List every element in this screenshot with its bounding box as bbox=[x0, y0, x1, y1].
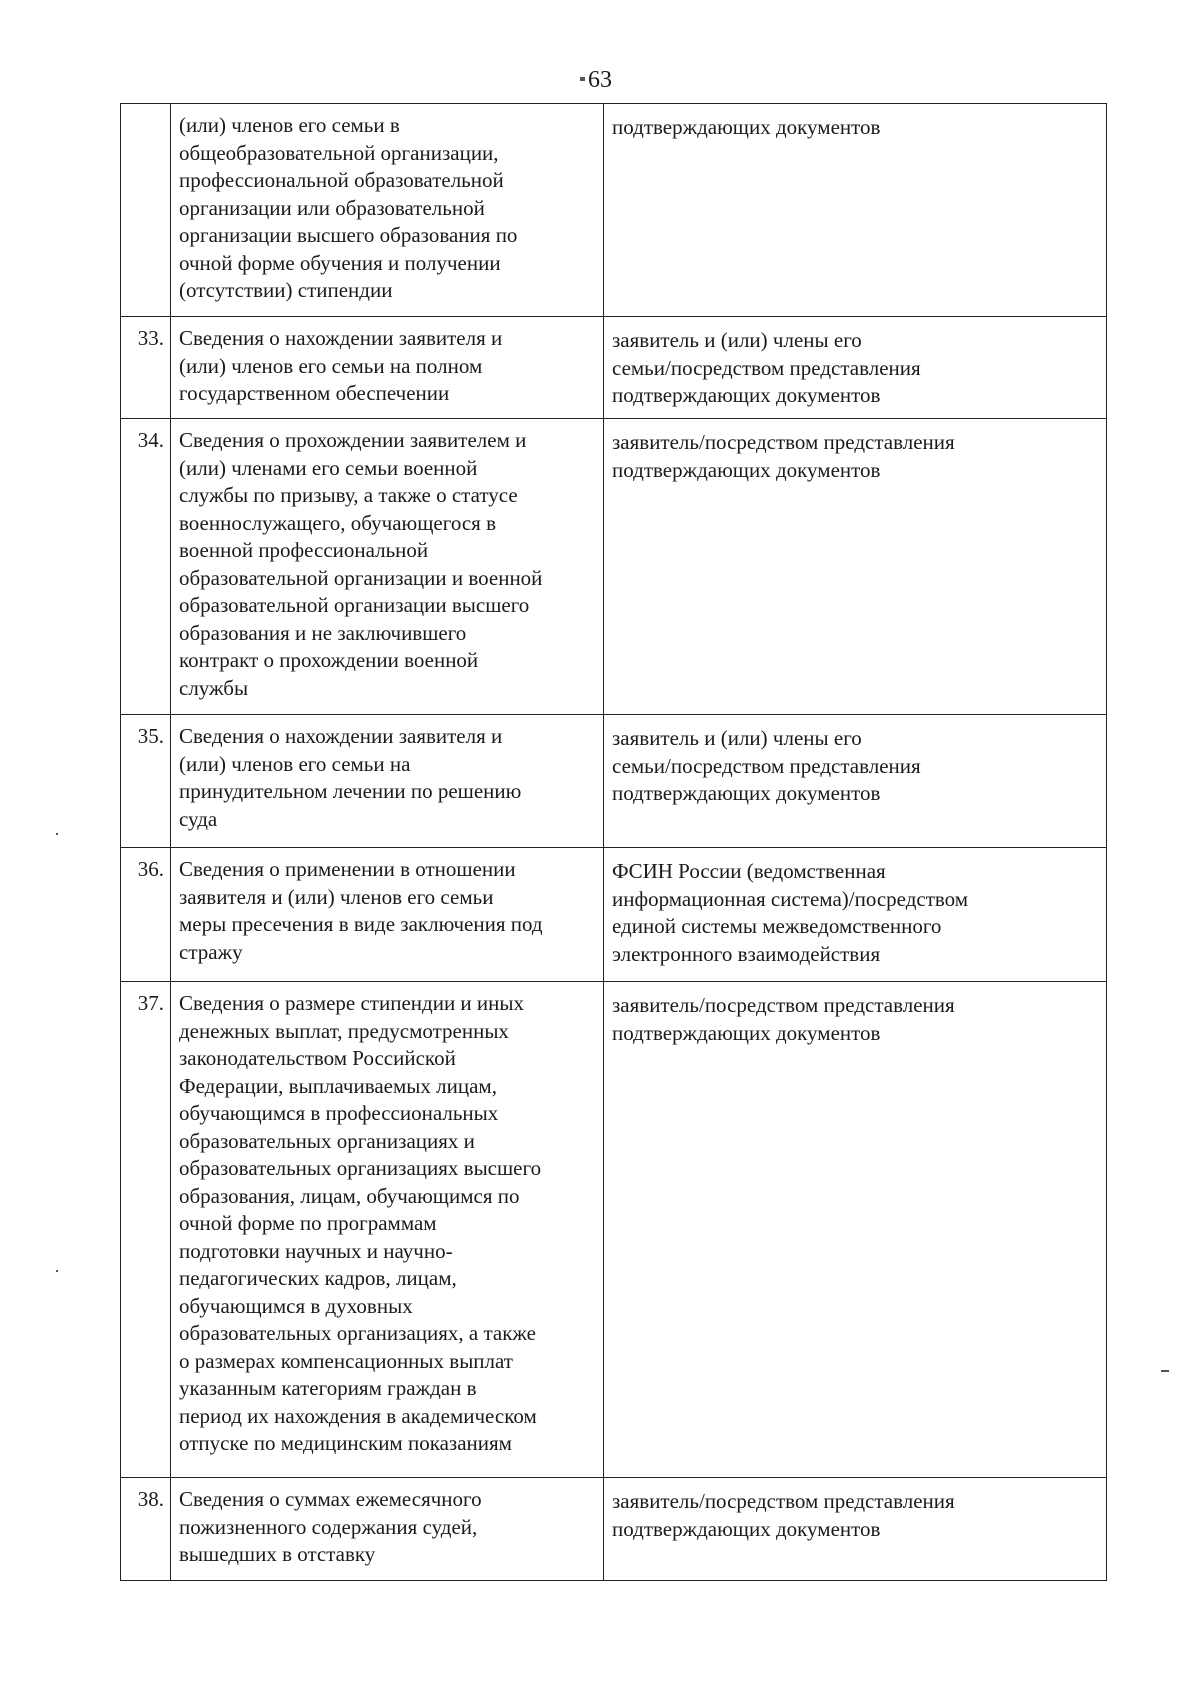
row-source bbox=[604, 419, 1107, 715]
row-description bbox=[171, 419, 604, 715]
description-line: (или) членами его семьи военной bbox=[179, 455, 478, 480]
document-table bbox=[120, 103, 1107, 1581]
description-line: очной форме обучения и получении bbox=[179, 250, 501, 275]
row-number: 36. bbox=[121, 848, 171, 982]
source-line: подтверждающих документов bbox=[612, 457, 881, 482]
description-line: законодательством Российской bbox=[179, 1046, 456, 1070]
description-line: (или) членов его семьи на полном bbox=[179, 353, 483, 378]
description-line: службы по призыву, а также о статусе bbox=[179, 483, 518, 507]
source-line: подтверждающих документов bbox=[612, 1516, 881, 1541]
row-source bbox=[604, 982, 1107, 1478]
row-description bbox=[171, 317, 604, 419]
scan-speck bbox=[580, 77, 585, 81]
source-line: подтверждающих документов bbox=[612, 115, 881, 139]
description-line: образования и не заключившего bbox=[179, 620, 467, 645]
source-line: семьи/посредством представления bbox=[612, 355, 921, 380]
source-line: заявитель/посредством представления bbox=[612, 1489, 955, 1513]
description-line: пожизненного содержания судей, bbox=[179, 1514, 478, 1539]
row-number: 35. bbox=[121, 715, 171, 848]
table-row bbox=[121, 982, 1107, 1478]
row-number bbox=[121, 104, 171, 317]
description-line: очной форме по программам bbox=[179, 1211, 437, 1235]
description-line: принудительном лечении по решению bbox=[179, 779, 522, 803]
scan-speck bbox=[56, 833, 58, 835]
description-line: подготовки научных и научно- bbox=[179, 1238, 453, 1263]
source-line: ФСИН России (ведомственная bbox=[612, 859, 886, 883]
description-line: указанным категориям граждан в bbox=[179, 1376, 477, 1400]
source-line: заявитель и (или) члены его bbox=[612, 726, 862, 750]
description-line: образовательных организациях высшего bbox=[179, 1156, 542, 1180]
source-line: единой системы межведомственного bbox=[612, 914, 942, 938]
row-description bbox=[171, 848, 604, 982]
description-line: заявителя и (или) членов его семьи bbox=[179, 884, 494, 909]
description-line: обучающимся в профессиональных bbox=[179, 1101, 499, 1125]
row-source bbox=[604, 715, 1107, 848]
description-line: вышедших в отставку bbox=[179, 1542, 376, 1566]
description-line: военнослужащего, обучающегося в bbox=[179, 510, 496, 535]
table-row bbox=[121, 419, 1107, 715]
description-line: общеобразовательной организации, bbox=[179, 140, 499, 165]
row-number: 34. bbox=[121, 419, 171, 715]
description-line: период их нахождения в академическом bbox=[179, 1403, 537, 1428]
description-line: Сведения о суммах ежемесячного bbox=[179, 1487, 482, 1511]
description-line: отпуске по медицинским показаниям bbox=[179, 1431, 512, 1455]
scan-speck bbox=[56, 1270, 58, 1272]
description-line: организации высшего образования по bbox=[179, 223, 518, 247]
row-description bbox=[171, 982, 604, 1478]
description-line: Федерации, выплачиваемых лицам, bbox=[179, 1073, 497, 1098]
description-line: образования, лицам, обучающимся по bbox=[179, 1183, 520, 1208]
description-line: меры пресечения в виде заключения под bbox=[179, 912, 543, 936]
page-number: 63 bbox=[588, 67, 612, 93]
row-description bbox=[171, 104, 604, 317]
row-source bbox=[604, 317, 1107, 419]
table-row bbox=[121, 317, 1107, 419]
source-line: заявитель/посредством представления bbox=[612, 993, 955, 1017]
description-line: (или) членов его семьи на bbox=[179, 751, 411, 776]
table-row bbox=[121, 848, 1107, 982]
description-line: суда bbox=[179, 806, 218, 831]
description-line: (отсутствии) стипендии bbox=[179, 278, 393, 302]
description-line: образовательных организациях, а также bbox=[179, 1321, 536, 1345]
table-row bbox=[121, 104, 1107, 317]
description-line: военной профессиональной bbox=[179, 538, 429, 562]
source-line: подтверждающих документов bbox=[612, 1020, 881, 1045]
row-number: 38. bbox=[121, 1478, 171, 1581]
row-description bbox=[171, 1478, 604, 1581]
description-line: (или) членов его семьи в bbox=[179, 113, 400, 137]
description-line: Сведения о применении в отношении bbox=[179, 857, 516, 881]
description-line: о размерах компенсационных выплат bbox=[179, 1348, 513, 1373]
row-number: 33. bbox=[121, 317, 171, 419]
description-line: Сведения о размере стипендии и иных bbox=[179, 991, 525, 1015]
source-line: информационная система)/посредством bbox=[612, 886, 969, 911]
description-line: образовательной организации высшего bbox=[179, 593, 530, 617]
scan-speck bbox=[1161, 1370, 1169, 1372]
table-row bbox=[121, 1478, 1107, 1581]
description-line: образовательной организации и военной bbox=[179, 565, 543, 590]
source-line: заявитель и (или) члены его bbox=[612, 328, 862, 352]
row-source bbox=[604, 104, 1107, 317]
table-body bbox=[121, 104, 1107, 1581]
row-source bbox=[604, 1478, 1107, 1581]
description-line: образовательных организациях и bbox=[179, 1128, 475, 1153]
source-line: электронного взаимодействия bbox=[612, 941, 881, 966]
description-line: службы bbox=[179, 675, 249, 700]
description-line: Сведения о нахождении заявителя и bbox=[179, 724, 503, 748]
table-row bbox=[121, 715, 1107, 848]
source-line: заявитель/посредством представления bbox=[612, 430, 955, 454]
source-line: подтверждающих документов bbox=[612, 781, 881, 805]
description-line: Сведения о прохождении заявителем и bbox=[179, 428, 527, 452]
description-line: стражу bbox=[179, 939, 243, 964]
row-description bbox=[171, 715, 604, 848]
row-source bbox=[604, 848, 1107, 982]
description-line: обучающимся в духовных bbox=[179, 1293, 413, 1318]
description-line: Сведения о нахождении заявителя и bbox=[179, 326, 503, 350]
description-line: контракт о прохождении военной bbox=[179, 648, 479, 672]
description-line: профессиональной образовательной bbox=[179, 168, 504, 192]
row-number: 37. bbox=[121, 982, 171, 1478]
source-line: семьи/посредством представления bbox=[612, 753, 921, 778]
description-line: организации или образовательной bbox=[179, 195, 485, 220]
description-line: государственном обеспечении bbox=[179, 381, 450, 405]
description-line: денежных выплат, предусмотренных bbox=[179, 1018, 509, 1043]
description-line: педагогических кадров, лицам, bbox=[179, 1266, 457, 1290]
source-line: подтверждающих документов bbox=[612, 383, 881, 407]
